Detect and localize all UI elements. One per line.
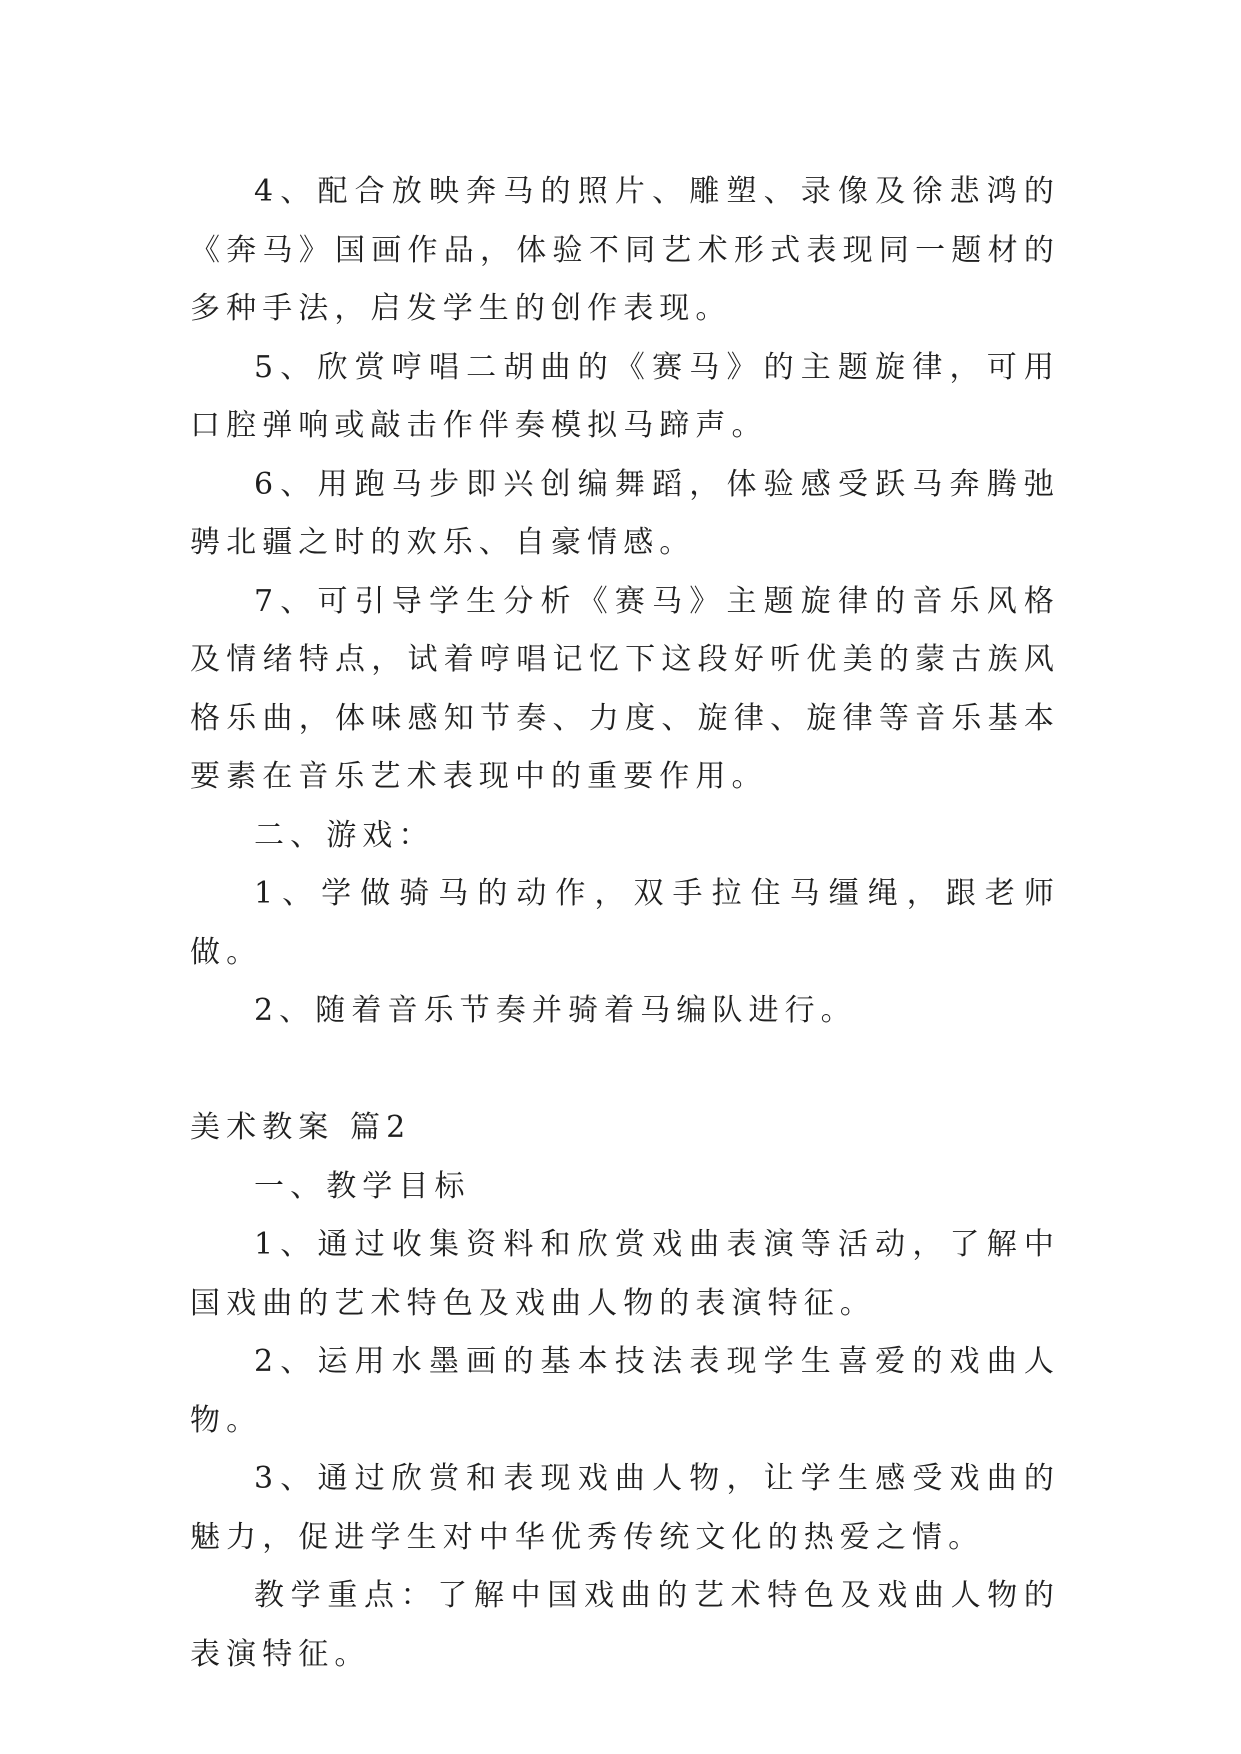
paragraph-step-5: 5、欣赏哼唱二胡曲的《赛马》的主题旋律，可用口腔弹响或敲击作伴奏模拟马蹄声。 xyxy=(190,349,1060,443)
paragraph-teaching-focus: 教学重点：了解中国戏曲的艺术特色及戏曲人物的表演特征。 xyxy=(190,1578,1060,1672)
heading-teaching-goals: 一、教学目标 xyxy=(254,1168,471,1204)
paragraph-goal-1: 1、通过收集资料和欣赏戏曲表演等活动，了解中国戏曲的艺术特色及戏曲人物的表演特征。 xyxy=(190,1227,1060,1321)
paragraph-step-7: 7、可引导学生分析《赛马》主题旋律的音乐风格及情绪特点，试着哼唱记忆下这段好听优美的蒙古族风格乐曲，体味感知节奏、力度、旋律、旋律等音乐基本要素在音乐艺术表现中的重要作用。 xyxy=(190,583,1060,794)
heading-game: 二、游戏： xyxy=(254,817,435,853)
paragraph-game-1: 1、学做骑马的动作，双手拉住马缰绳，跟老师做。 xyxy=(190,876,1060,970)
paragraph-step-6: 6、用跑马步即兴创编舞蹈，体验感受跃马奔腾弛骋北疆之时的欢乐、自豪情感。 xyxy=(190,466,1060,560)
paragraph-game-2: 2、随着音乐节奏并骑着马编队进行。 xyxy=(254,993,857,1028)
paragraph-goal-3: 3、通过欣赏和表现戏曲人物，让学生感受戏曲的魅力，促进学生对中华优秀传统文化的热爱之情。 xyxy=(190,1461,1060,1555)
document-body xyxy=(190,163,1060,1684)
paragraph-step-4: 4、配合放映奔马的照片、雕塑、录像及徐悲鸿的《奔马》国画作品，体验不同艺术形式表现同一题材的多种手法，启发学生的创作表现。 xyxy=(190,174,1060,326)
paragraph-goal-2: 2、运用水墨画的基本技法表现学生喜爱的戏曲人物。 xyxy=(190,1344,1060,1438)
section-title: 美术教案 篇2 xyxy=(190,1110,412,1145)
